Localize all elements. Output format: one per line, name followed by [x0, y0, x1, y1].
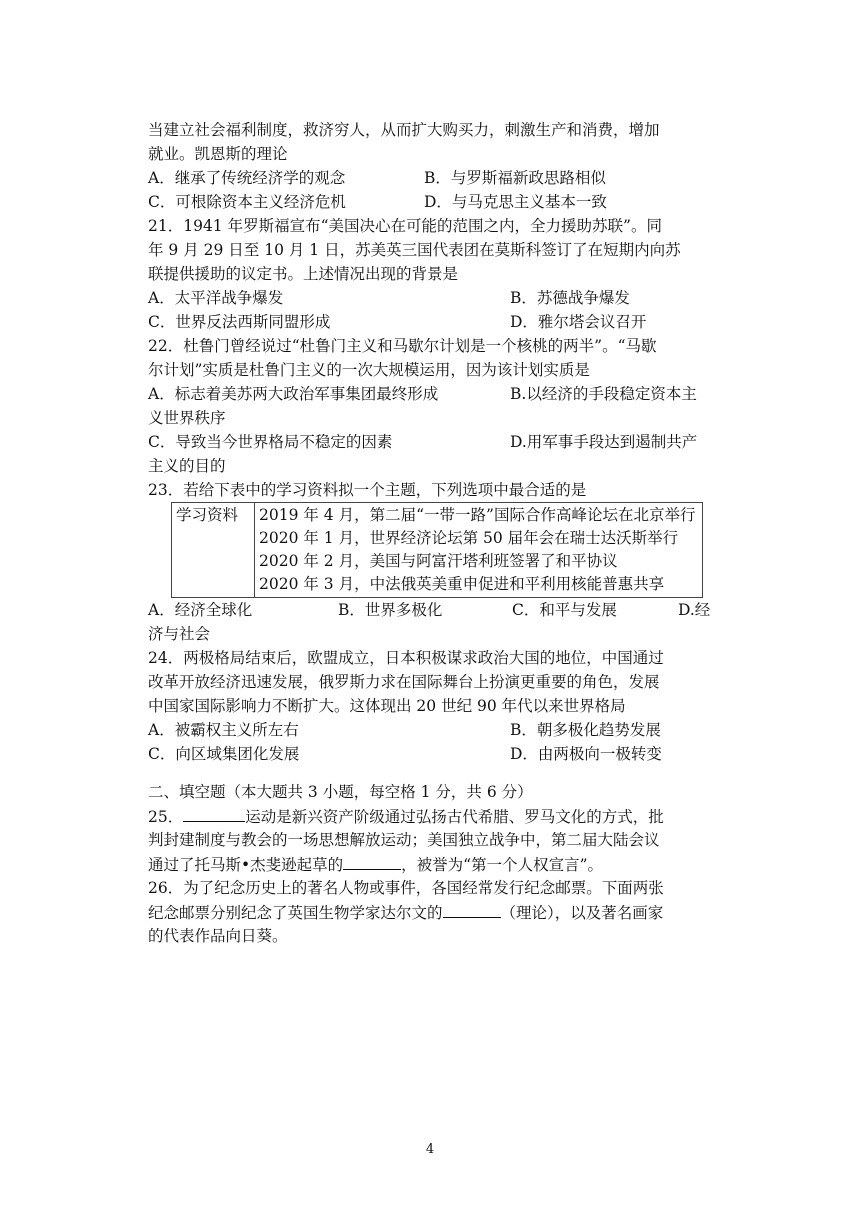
- q24-option-c[interactable]: C．向区域集团化发展: [148, 745, 300, 763]
- q23-option-a[interactable]: A．经济全球化: [148, 601, 253, 619]
- q23-stem: 23．若给下表中的学习资料拟一个主题，下列选项中最合适的是: [148, 481, 587, 499]
- q25-line-1-text: 运动是新兴资产阶级通过弘扬古代希腊、罗马文化的方式，批: [245, 808, 664, 826]
- q25-line-3: [148, 852, 720, 876]
- q20-option-b[interactable]: B．与罗斯福新政思路相似: [424, 169, 606, 187]
- q22-line-2: 尔计划”实质是杜鲁门主义的一次大规模运用，因为该计划实质是: [148, 361, 590, 379]
- page-number: 4: [425, 1142, 435, 1157]
- q21-option-b[interactable]: B．苏德战争爆发: [510, 289, 630, 307]
- q24-options-row-1: [148, 718, 720, 742]
- q25-line-3-post: ，被誉为“第一个人权宣言”。: [401, 856, 604, 874]
- q23-option-b[interactable]: B．世界多极化: [338, 601, 443, 619]
- q24-option-d[interactable]: D．由两极向一极转变: [510, 745, 662, 763]
- q21-option-d[interactable]: D．雅尔塔会议召开: [510, 313, 647, 331]
- q25-line-2: 判封建制度与教会的一场思想解放运动；美国独立战争中，第二届大陆会议: [148, 831, 660, 849]
- q25-blank-2[interactable]: [343, 852, 401, 870]
- q20-option-c[interactable]: C．可根除资本主义经济危机: [148, 193, 346, 211]
- q21-option-c[interactable]: C．世界反法西斯同盟形成: [148, 313, 331, 331]
- q24-options-row-2: [148, 742, 720, 766]
- q21-line-2: 年 9 月 29 日至 10 月 1 日，苏美英三国代表团在莫斯科签订了在短期内向苏: [148, 241, 681, 259]
- q20-line-1: 当建立社会福利制度，救济穷人，从而扩大购买力，刺激生产和消费，增加: [148, 121, 660, 139]
- q23-material-table: [171, 502, 703, 598]
- q22-options-row-1: [148, 382, 720, 406]
- page-content: [148, 118, 720, 948]
- table-label-cell: 学习资料: [172, 503, 255, 598]
- q21-line-3: 联提供援助的议定书。上述情况出现的背景是: [148, 265, 459, 283]
- q23-option-c[interactable]: C．和平与发展: [512, 601, 617, 619]
- q26-blank-1[interactable]: [443, 900, 501, 918]
- q25-line-1: [148, 804, 720, 828]
- table-item-2: 2020 年 1 月，世界经济论坛第 50 届年会在瑞士达沃斯举行: [259, 529, 679, 547]
- q20-options-row-1: [148, 166, 720, 190]
- q21-options-row-1: [148, 286, 720, 310]
- q25-blank-1[interactable]: [183, 804, 245, 822]
- q20-option-d[interactable]: D．与马克思主义基本一致: [424, 193, 607, 211]
- q21-line-1: 21．1941 年罗斯福宣布“美国决心在可能的范围之内，全力援助苏联”。同: [148, 217, 662, 235]
- q22-line-1: 22．杜鲁门曾经说过“杜鲁门主义和马歇尔计划是一个核桃的两半”。“马歇: [148, 337, 657, 355]
- q20-option-a[interactable]: A．继承了传统经济学的观念: [148, 169, 346, 187]
- section-gap: [148, 766, 720, 780]
- q25-number: 25．: [148, 808, 184, 826]
- q24-line-3: 中国家国际影响力不断扩大。这体现出 20 世纪 90 年代以来世界格局: [148, 697, 626, 715]
- q22-option-b[interactable]: B.以经济的手段稳定资本主: [510, 385, 697, 403]
- q26-line-2-post: （理论），以及著名画家: [500, 904, 664, 922]
- table-item-4: 2020 年 3 月，中法俄英美重申促进和平利用核能普惠共享: [259, 575, 665, 593]
- q23-option-d[interactable]: D.经: [678, 601, 711, 619]
- q25-line-3-pre: 通过了托马斯•杰斐逊起草的: [148, 856, 344, 874]
- table-row: [172, 503, 703, 598]
- table-items-cell: [255, 503, 703, 598]
- q20-line-2: 就业。凯恩斯的理论: [148, 145, 288, 163]
- q26-line-2-pre: 纪念邮票分别纪念了英国生物学家达尔文的: [148, 904, 443, 922]
- q20-options-row-2: [148, 190, 720, 214]
- q22-option-a[interactable]: A．标志着美苏两大政治军事集团最终形成: [148, 385, 439, 403]
- q21-option-a[interactable]: A．太平洋战争爆发: [148, 289, 284, 307]
- table-item-1: 2019 年 4 月，第二届“一带一路”国际合作高峰论坛在北京举行: [259, 506, 696, 524]
- section-heading: 二、填空题（本大题共 3 小题，每空格 1 分，共 6 分）: [148, 783, 533, 801]
- q26-line-2: [148, 900, 720, 924]
- q22-option-c[interactable]: C．导致当今世界格局不稳定的因素: [148, 433, 393, 451]
- q22-options-row-2: [148, 430, 720, 454]
- q22-option-d[interactable]: D.用军事手段达到遏制共产: [510, 433, 698, 451]
- q22-option-b-wrap: 义世界秩序: [148, 409, 226, 427]
- q26-line-1: 26．为了纪念历史上的著名人物或事件，各国经常发行纪念邮票。下面两张: [148, 879, 664, 897]
- q24-option-b[interactable]: B．朝多极化趋势发展: [510, 721, 661, 739]
- q24-option-a[interactable]: A．被霸权主义所左右: [148, 721, 299, 739]
- table-item-3: 2020 年 2 月，美国与阿富汗塔利班签署了和平协议: [259, 552, 618, 570]
- q24-line-2: 改革开放经济迅速发展，俄罗斯力求在国际舞台上扮演更重要的角色，发展: [148, 673, 660, 691]
- q22-option-d-wrap: 主义的目的: [148, 457, 226, 475]
- q23-option-d-wrap: 济与社会: [148, 625, 211, 643]
- q24-line-1: 24．两极格局结束后，欧盟成立，日本积极谋求政治大国的地位，中国通过: [148, 649, 664, 667]
- q26-line-3: 的代表作品向日葵。: [148, 927, 288, 945]
- q21-options-row-2: [148, 310, 720, 334]
- q23-options-row: [148, 598, 720, 622]
